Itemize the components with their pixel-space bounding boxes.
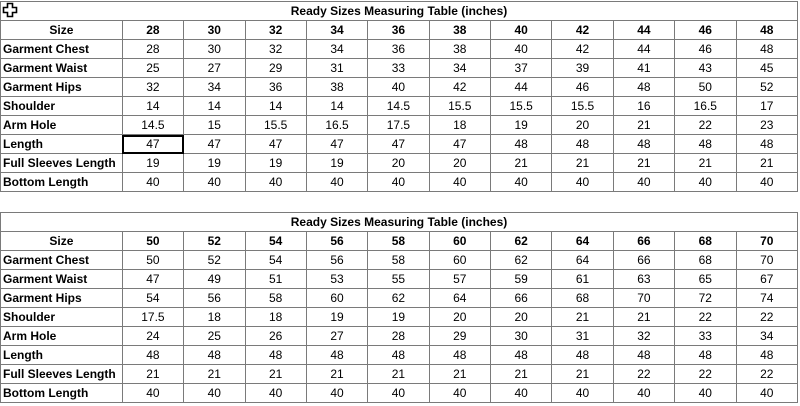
value-cell[interactable]: 22 <box>675 116 736 135</box>
value-cell[interactable]: 48 <box>736 40 798 59</box>
value-cell[interactable]: 22 <box>736 365 798 384</box>
value-cell[interactable]: 40 <box>184 384 245 403</box>
value-cell[interactable]: 21 <box>429 365 490 384</box>
row-label-cell[interactable]: Full Sleeves Length <box>1 154 123 173</box>
size-column-header[interactable]: 36 <box>368 21 429 40</box>
value-cell[interactable]: 34 <box>429 59 490 78</box>
value-cell[interactable]: 50 <box>122 251 183 270</box>
value-cell[interactable]: 48 <box>491 346 552 365</box>
value-cell[interactable]: 27 <box>306 327 367 346</box>
value-cell[interactable]: 14 <box>184 97 245 116</box>
value-cell[interactable]: 30 <box>491 327 552 346</box>
value-cell[interactable]: 52 <box>184 251 245 270</box>
value-cell[interactable]: 48 <box>429 346 490 365</box>
value-cell[interactable]: 38 <box>429 40 490 59</box>
table-row <box>1 270 798 289</box>
row-label-cell[interactable]: Arm Hole <box>1 116 123 135</box>
row-label-cell[interactable]: Garment Hips <box>1 289 123 308</box>
value-cell[interactable]: 43 <box>675 59 736 78</box>
value-cell[interactable]: 19 <box>306 154 367 173</box>
value-cell[interactable]: 48 <box>552 135 613 154</box>
value-cell[interactable]: 48 <box>368 346 429 365</box>
value-cell[interactable]: 33 <box>675 327 736 346</box>
value-cell[interactable]: 59 <box>491 270 552 289</box>
value-cell[interactable]: 63 <box>613 270 674 289</box>
value-cell[interactable]: 50 <box>675 78 736 97</box>
size-column-header[interactable]: 56 <box>306 232 367 251</box>
size-column-header[interactable]: 66 <box>613 232 674 251</box>
value-cell[interactable]: 40 <box>552 173 613 192</box>
value-cell[interactable]: 17 <box>736 97 798 116</box>
value-cell[interactable]: 21 <box>491 365 552 384</box>
value-cell[interactable]: 29 <box>245 59 306 78</box>
value-cell[interactable]: 25 <box>122 59 183 78</box>
value-cell[interactable]: 41 <box>613 59 674 78</box>
value-cell[interactable]: 48 <box>613 78 674 97</box>
value-cell[interactable]: 40 <box>368 384 429 403</box>
value-cell[interactable]: 72 <box>675 289 736 308</box>
value-cell[interactable]: 14.5 <box>368 97 429 116</box>
size-column-header[interactable]: 48 <box>736 21 798 40</box>
value-cell[interactable]: 21 <box>552 308 613 327</box>
value-cell[interactable]: 40 <box>736 384 798 403</box>
value-cell[interactable]: 31 <box>552 327 613 346</box>
value-cell[interactable]: 21 <box>613 154 674 173</box>
value-cell[interactable]: 21 <box>306 365 367 384</box>
value-cell[interactable]: 48 <box>245 346 306 365</box>
value-cell[interactable]: 18 <box>184 308 245 327</box>
table-row <box>1 327 798 346</box>
value-cell[interactable]: 22 <box>675 308 736 327</box>
table-row <box>1 289 798 308</box>
value-cell[interactable]: 24 <box>122 327 183 346</box>
value-cell[interactable]: 15.5 <box>245 116 306 135</box>
size-column-header[interactable]: 58 <box>368 232 429 251</box>
value-cell[interactable]: 21 <box>613 116 674 135</box>
value-cell[interactable]: 21 <box>368 365 429 384</box>
value-cell[interactable]: 47 <box>245 135 306 154</box>
row-label-cell[interactable]: Garment Waist <box>1 270 123 289</box>
value-cell[interactable]: 52 <box>736 78 798 97</box>
size-column-header[interactable]: 50 <box>122 232 183 251</box>
value-cell[interactable]: 58 <box>245 289 306 308</box>
value-cell[interactable]: 61 <box>552 270 613 289</box>
value-cell[interactable]: 47 <box>429 135 490 154</box>
table-header-row <box>1 232 798 251</box>
size-column-header[interactable]: 52 <box>184 232 245 251</box>
value-cell[interactable]: 70 <box>613 289 674 308</box>
value-cell[interactable]: 48 <box>675 135 736 154</box>
value-cell[interactable]: 54 <box>122 289 183 308</box>
value-cell[interactable]: 40 <box>306 173 367 192</box>
value-cell[interactable]: 29 <box>429 327 490 346</box>
value-cell[interactable]: 30 <box>184 40 245 59</box>
selected-cell[interactable]: 47 <box>122 135 183 154</box>
size-column-header[interactable]: 32 <box>245 21 306 40</box>
table-row <box>1 308 798 327</box>
value-cell[interactable]: 40 <box>245 384 306 403</box>
value-cell[interactable]: 40 <box>613 173 674 192</box>
value-cell[interactable]: 47 <box>184 135 245 154</box>
value-cell[interactable]: 40 <box>613 384 674 403</box>
value-cell[interactable]: 62 <box>491 251 552 270</box>
size-column-header[interactable]: 70 <box>736 232 798 251</box>
value-cell[interactable]: 48 <box>306 346 367 365</box>
value-cell[interactable]: 22 <box>675 365 736 384</box>
value-cell[interactable]: 48 <box>675 346 736 365</box>
value-cell[interactable]: 21 <box>245 365 306 384</box>
value-cell[interactable]: 40 <box>368 173 429 192</box>
value-cell[interactable]: 44 <box>613 40 674 59</box>
size-column-header[interactable]: 42 <box>552 21 613 40</box>
value-cell[interactable]: 40 <box>491 173 552 192</box>
value-cell[interactable]: 53 <box>306 270 367 289</box>
table-row <box>1 40 798 59</box>
row-label-cell[interactable]: Length <box>1 135 123 154</box>
value-cell[interactable]: 42 <box>552 40 613 59</box>
value-cell[interactable]: 58 <box>368 251 429 270</box>
table-row <box>1 116 798 135</box>
value-cell[interactable]: 40 <box>306 384 367 403</box>
value-cell[interactable]: 68 <box>552 289 613 308</box>
value-cell[interactable]: 56 <box>184 289 245 308</box>
size-column-header[interactable]: 68 <box>675 232 736 251</box>
value-cell[interactable]: 37 <box>491 59 552 78</box>
row-label-cell[interactable]: Garment Hips <box>1 78 123 97</box>
value-cell[interactable]: 36 <box>245 78 306 97</box>
value-cell[interactable]: 60 <box>429 251 490 270</box>
value-cell[interactable]: 14 <box>122 97 183 116</box>
size-column-header[interactable]: 44 <box>613 21 674 40</box>
value-cell[interactable]: 46 <box>675 40 736 59</box>
size-header-cell[interactable]: Size <box>1 21 123 40</box>
value-cell[interactable]: 49 <box>184 270 245 289</box>
value-cell[interactable]: 48 <box>613 135 674 154</box>
size-column-header[interactable]: 30 <box>184 21 245 40</box>
value-cell[interactable]: 22 <box>613 365 674 384</box>
value-cell[interactable]: 47 <box>122 270 183 289</box>
table-row <box>1 346 798 365</box>
value-cell[interactable]: 40 <box>491 384 552 403</box>
value-cell[interactable]: 51 <box>245 270 306 289</box>
value-cell[interactable]: 19 <box>306 308 367 327</box>
value-cell[interactable]: 19 <box>184 154 245 173</box>
value-cell[interactable]: 56 <box>306 251 367 270</box>
value-cell[interactable]: 48 <box>122 346 183 365</box>
value-cell[interactable]: 28 <box>368 327 429 346</box>
value-cell[interactable]: 21 <box>675 154 736 173</box>
value-cell[interactable]: 20 <box>491 308 552 327</box>
value-cell[interactable]: 64 <box>429 289 490 308</box>
value-cell[interactable]: 38 <box>306 78 367 97</box>
size-column-header[interactable]: 54 <box>245 232 306 251</box>
value-cell[interactable]: 15.5 <box>429 97 490 116</box>
table-title[interactable]: Ready Sizes Measuring Table (inches) <box>1 213 798 232</box>
size-header-cell[interactable]: Size <box>1 232 123 251</box>
value-cell[interactable]: 47 <box>368 135 429 154</box>
value-cell[interactable]: 60 <box>306 289 367 308</box>
value-cell[interactable]: 44 <box>491 78 552 97</box>
value-cell[interactable]: 67 <box>736 270 798 289</box>
value-cell[interactable]: 32 <box>613 327 674 346</box>
value-cell[interactable]: 21 <box>552 365 613 384</box>
value-cell[interactable]: 40 <box>429 384 490 403</box>
size-column-header[interactable]: 38 <box>429 21 490 40</box>
value-cell[interactable]: 40 <box>184 173 245 192</box>
value-cell[interactable]: 45 <box>736 59 798 78</box>
value-cell[interactable]: 21 <box>552 154 613 173</box>
value-cell[interactable]: 48 <box>552 346 613 365</box>
size-column-header[interactable]: 28 <box>122 21 183 40</box>
value-cell[interactable]: 18 <box>245 308 306 327</box>
table-row <box>1 78 798 97</box>
value-cell[interactable]: 55 <box>368 270 429 289</box>
row-label-cell[interactable]: Bottom Length <box>1 173 123 192</box>
value-cell[interactable]: 27 <box>184 59 245 78</box>
measuring-table-1 <box>0 1 798 192</box>
value-cell[interactable]: 62 <box>368 289 429 308</box>
value-cell[interactable]: 40 <box>552 384 613 403</box>
value-cell[interactable]: 40 <box>245 173 306 192</box>
value-cell[interactable]: 20 <box>552 116 613 135</box>
row-label-cell[interactable]: Shoulder <box>1 97 123 116</box>
table-title-row <box>1 2 798 21</box>
value-cell[interactable]: 21 <box>613 308 674 327</box>
value-cell[interactable]: 26 <box>245 327 306 346</box>
table-row <box>1 59 798 78</box>
value-cell[interactable]: 47 <box>306 135 367 154</box>
value-cell[interactable]: 21 <box>736 154 798 173</box>
value-cell[interactable]: 25 <box>184 327 245 346</box>
value-cell[interactable]: 16 <box>613 97 674 116</box>
row-label-cell[interactable]: Full Sleeves Length <box>1 365 123 384</box>
value-cell[interactable]: 42 <box>429 78 490 97</box>
table-header-row <box>1 21 798 40</box>
size-column-header[interactable]: 34 <box>306 21 367 40</box>
value-cell[interactable]: 34 <box>736 327 798 346</box>
value-cell[interactable]: 48 <box>184 346 245 365</box>
value-cell[interactable]: 39 <box>552 59 613 78</box>
value-cell[interactable]: 19 <box>245 154 306 173</box>
value-cell[interactable]: 34 <box>184 78 245 97</box>
value-cell[interactable]: 48 <box>736 346 798 365</box>
table-row <box>1 173 798 192</box>
value-cell[interactable]: 23 <box>736 116 798 135</box>
value-cell[interactable]: 20 <box>429 154 490 173</box>
size-column-header[interactable]: 64 <box>552 232 613 251</box>
row-label-cell[interactable]: Bottom Length <box>1 384 123 403</box>
size-column-header[interactable]: 62 <box>491 232 552 251</box>
value-cell[interactable]: 19 <box>491 116 552 135</box>
value-cell[interactable]: 48 <box>491 135 552 154</box>
value-cell[interactable]: 33 <box>368 59 429 78</box>
value-cell[interactable]: 19 <box>368 308 429 327</box>
value-cell[interactable]: 32 <box>122 78 183 97</box>
size-column-header[interactable]: 46 <box>675 21 736 40</box>
table-row <box>1 365 798 384</box>
value-cell[interactable]: 14 <box>306 97 367 116</box>
value-cell[interactable]: 74 <box>736 289 798 308</box>
row-label-cell[interactable]: Garment Chest <box>1 251 123 270</box>
row-label-cell[interactable]: Garment Chest <box>1 40 123 59</box>
value-cell[interactable]: 15.5 <box>491 97 552 116</box>
value-cell[interactable]: 14 <box>245 97 306 116</box>
value-cell[interactable]: 15 <box>184 116 245 135</box>
value-cell[interactable]: 40 <box>736 173 798 192</box>
value-cell[interactable]: 57 <box>429 270 490 289</box>
value-cell[interactable]: 22 <box>736 308 798 327</box>
value-cell[interactable]: 18 <box>429 116 490 135</box>
value-cell[interactable]: 48 <box>613 346 674 365</box>
value-cell[interactable]: 36 <box>368 40 429 59</box>
size-column-header[interactable]: 60 <box>429 232 490 251</box>
value-cell[interactable]: 19 <box>122 154 183 173</box>
table-title[interactable]: Ready Sizes Measuring Table (inches) <box>1 2 798 21</box>
value-cell[interactable]: 20 <box>368 154 429 173</box>
row-label-cell[interactable]: Garment Waist <box>1 59 123 78</box>
value-cell[interactable]: 40 <box>491 40 552 59</box>
value-cell[interactable]: 32 <box>245 40 306 59</box>
value-cell[interactable]: 20 <box>429 308 490 327</box>
value-cell[interactable]: 40 <box>122 384 183 403</box>
table-row <box>1 251 798 270</box>
row-label-cell[interactable]: Arm Hole <box>1 327 123 346</box>
value-cell[interactable]: 16.5 <box>306 116 367 135</box>
value-cell[interactable]: 70 <box>736 251 798 270</box>
value-cell[interactable]: 40 <box>368 78 429 97</box>
value-cell[interactable]: 17.5 <box>122 308 183 327</box>
row-label-cell[interactable]: Shoulder <box>1 308 123 327</box>
value-cell[interactable]: 17.5 <box>368 116 429 135</box>
measuring-table-2 <box>0 212 798 403</box>
value-cell[interactable]: 66 <box>491 289 552 308</box>
value-cell[interactable]: 14.5 <box>122 116 183 135</box>
value-cell[interactable]: 65 <box>675 270 736 289</box>
value-cell[interactable]: 68 <box>675 251 736 270</box>
value-cell[interactable]: 21 <box>122 365 183 384</box>
value-cell[interactable]: 15.5 <box>552 97 613 116</box>
value-cell[interactable]: 21 <box>184 365 245 384</box>
value-cell[interactable]: 46 <box>552 78 613 97</box>
value-cell[interactable]: 21 <box>491 154 552 173</box>
value-cell[interactable]: 40 <box>429 173 490 192</box>
value-cell[interactable]: 64 <box>552 251 613 270</box>
value-cell[interactable]: 40 <box>122 173 183 192</box>
value-cell[interactable]: 34 <box>306 40 367 59</box>
table-row <box>1 135 798 154</box>
table-row <box>1 384 798 403</box>
value-cell[interactable]: 16.5 <box>675 97 736 116</box>
table-title-row <box>1 213 798 232</box>
value-cell[interactable]: 28 <box>122 40 183 59</box>
value-cell[interactable]: 40 <box>675 173 736 192</box>
size-column-header[interactable]: 40 <box>491 21 552 40</box>
table-row <box>1 154 798 173</box>
table-row <box>1 97 798 116</box>
value-cell[interactable]: 54 <box>245 251 306 270</box>
value-cell[interactable]: 66 <box>613 251 674 270</box>
select-all-plus-icon[interactable] <box>2 2 18 18</box>
value-cell[interactable]: 31 <box>306 59 367 78</box>
value-cell[interactable]: 48 <box>736 135 798 154</box>
value-cell[interactable]: 40 <box>675 384 736 403</box>
row-label-cell[interactable]: Length <box>1 346 123 365</box>
